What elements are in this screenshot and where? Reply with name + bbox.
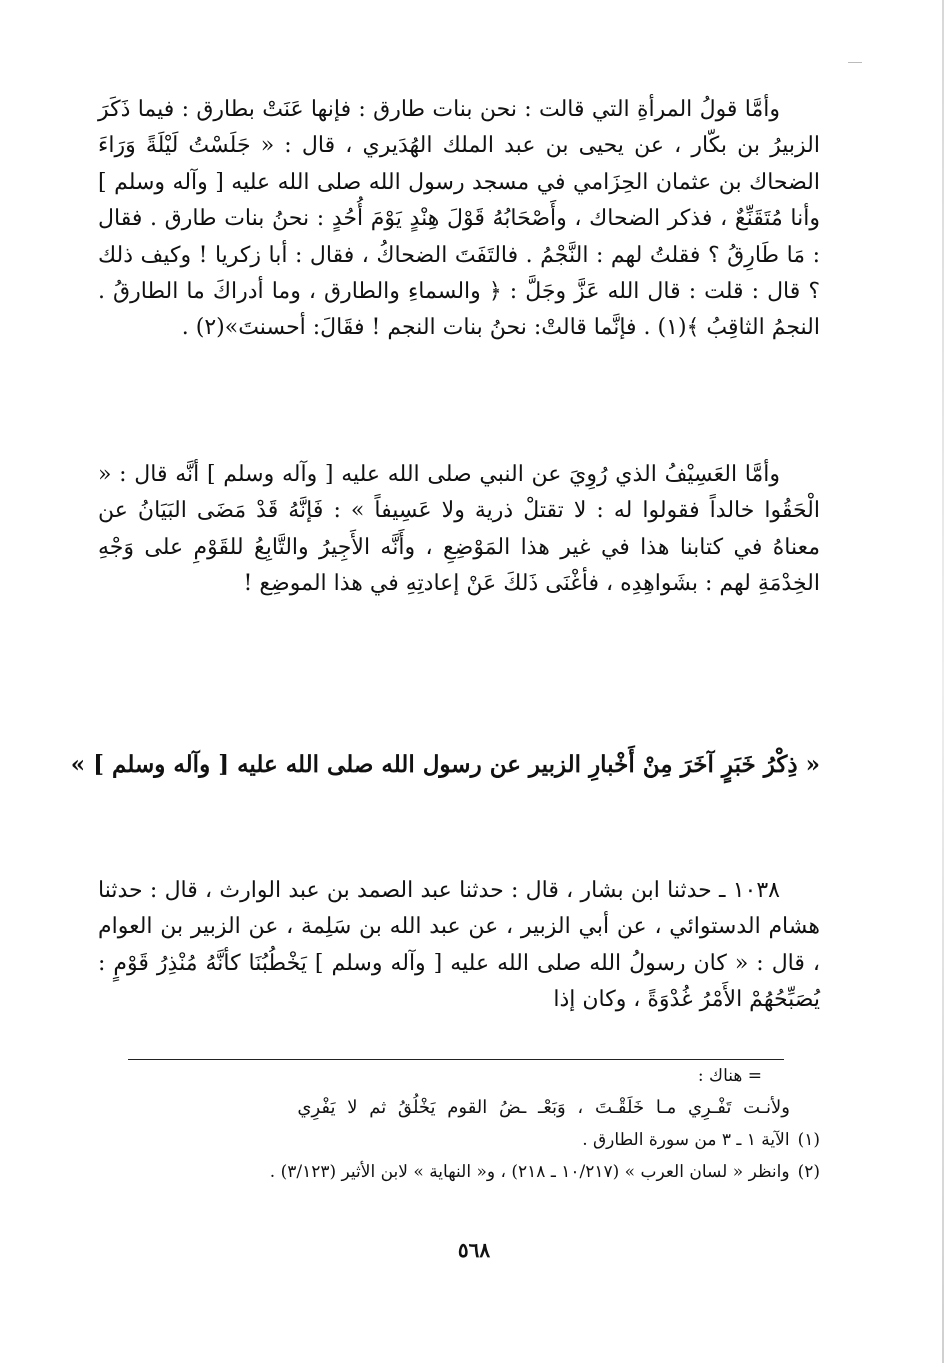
footnote-item (98, 1124, 820, 1156)
paragraph-text: وأمَّا العَسِيْفُ الذي رُوِيَ عن النبي صلى الله عليه [ وآله وسلم ] أنَّه قال : « الْحَقُوا خالداً فقولوا له : لا تقتلْ ذرية ولا عَسِيفاً » : فَإنَّهُ قَدْ مَضَى البَيَانُ عن معناهُ في كتابنا هذا في غير هذا المَوْضِعِ ، وأَنَّه الأَجِيرُ والتَّابِعُ للقَوْمِ على وَجْهِ الخِدْمَةِ لهم : بشَواهِدِه ، فأغْنَى ذَلكَ عَنْ إعادتِهِ في هذا الموضِع ! (98, 462, 820, 597)
footnotes (98, 1060, 820, 1188)
footnote-number: (١) (797, 1130, 820, 1150)
footnote-text: وانظر « لسان العرب » (١٠/٢١٧ ـ ٢١٨) ، و« النهاية » لابن الأثير (٣/١٢٣) . (269, 1162, 790, 1182)
footnote-verse: ولأنـت تَفْـرِي مـا خَلَقْـتَ ، وَبَعْـ ـضُ القوم يَخْلُقُ ثم لا يَفْرِي (297, 1097, 790, 1118)
page-number: ٥٦٨ (457, 1238, 491, 1262)
footnote-continuation: = هناك : (697, 1066, 762, 1086)
paragraph-tariq (98, 92, 820, 347)
paragraph-asif (98, 457, 820, 603)
paragraph-text: ١٠٣٨ ـ حدثنا ابن بشار ، قال : حدثنا عبد الصمد بن عبد الوارث ، قال : حدثنا هشام الدستوائي ، عن أبي الزبير ، عن عبد الله بن سَلِمة ، عن الزبير بن العوام ، قال : « كان رسولُ الله صلى الله عليه [ وآله وسلم ] يَخْطُبُنَا كأنَّهُ مُنْذِرُ قَوْمٍ : يُصَبِّحُهُمْ الأَمْرُ غُدْوَةً ، وكان إذا (98, 878, 820, 1013)
footnote-number: (٢) (797, 1162, 820, 1182)
scan-edge (942, 0, 944, 1363)
section-heading: « ذِكْرُ خَبَرٍ آخَرَ مِنْ أَخْبارِ الزبير عن رسول الله صلى الله عليه [ وآله وسلم ] » (70, 751, 820, 778)
footnote-text: الآية ١ ـ ٣ من سورة الطارق . (582, 1130, 790, 1150)
scan-mark (848, 62, 862, 63)
paragraph-hadith-1038 (98, 873, 820, 1019)
paragraph-text: وأمَّا قولُ المرأةِ التي قالت : نحن بنات طارق : فإنها عَنَتْ بطارق : فيما ذَكَرَ الزبيرُ بن بكّار ، عن يحيى بن عبد الملك الهُدَيري ، قال : « جَلَسْتُ لَيْلَةً وَرَاءَ الضحاك بن عثمان الحِزَامي في مسجد رسول الله صلى الله عليه [ وآله وسلم ] وأنا مُتَقَنِّعٌ ، فذكر الضحاك ، وأَصْحَابُهُ قَوْلَ هِنْدٍ يَوْمَ أُحُدٍ : نحنُ بنات طارق . فقال : مَا طَارِقُ ؟ فقلتُ لهم : النَّجْمُ . فالتَفَتَ الضحاكُ ، فقال : أبا زكريا ! وكيف ذلك ؟ قال : قلت : قال الله عَزَّ وجَلَّ : ﴿ والسماءِ والطارق ، وما أدراكَ ما الطارقُ . النجمُ الثاقِبُ ﴾(١) . فإنَّما قالتْ: نحنُ بنات النجم ! فقَالَ: أحسنتَ»(٢) . (98, 97, 821, 341)
footnote-item (98, 1156, 820, 1188)
